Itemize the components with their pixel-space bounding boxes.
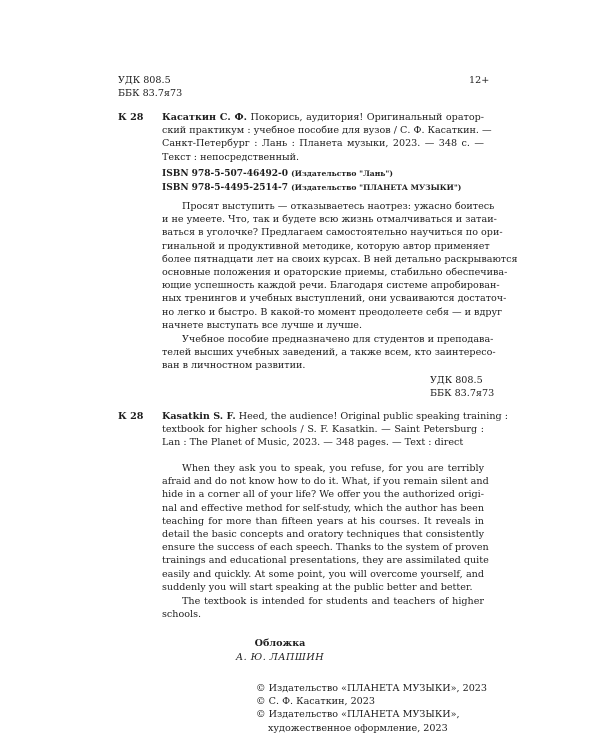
ru-abstract-line: ваться в уголочке? Предлагаем самостоятельно научиться по ори- [162, 227, 503, 239]
isbn-1-publisher: (Издательство "Лань") [291, 169, 393, 178]
copyright-block [256, 682, 496, 735]
en-entry-line: textbook for higher schools / S. F. Kasatkin. — Saint Petersburg : [162, 424, 484, 436]
ru-abstract-line: ющие успешность каждой речи. Благодаря системе апробирован- [162, 280, 500, 292]
isbn-2-publisher: (Издательство "ПЛАНЕТА МУЗЫКИ") [291, 183, 462, 192]
en-entry-author: Kasatkin S. F. [162, 411, 236, 422]
header-bbk: ББК 83.7я73 [118, 88, 183, 99]
en-entry-code: К 28 [118, 411, 144, 422]
cover-label: Обложка [254, 638, 306, 649]
en-abstract-line: teaching for more than fifteen years at his courses. It reveals in [162, 515, 484, 527]
en-abstract-line: hide in a corner all of your life? We offer you the authorized origi- [162, 489, 484, 501]
age-rating: 12+ [469, 75, 490, 86]
en-abstract-line: suddenly you will start speaking at the public better and better. [162, 581, 473, 593]
en-abstract-line: ensure the success of each speech. Thanks to the system of proven [162, 542, 489, 554]
ru-abstract-line: гинальной и продуктивной методике, которую автор применяет [162, 240, 490, 252]
en-abstract [162, 462, 489, 594]
ru-entry-line: Текст : непосредственный. [162, 151, 300, 163]
ru-abstract-line: основные положения и ораторские приемы, стабильно обеспечива- [162, 267, 508, 279]
isbn-2: ISBN 978-5-4495-2514-7 [162, 183, 289, 193]
ru-abstract-line: Просят выступить — отказываетесь наотрез: ужасно боитесь [182, 201, 495, 212]
ru-entry-author: Касаткин С. Ф. [162, 112, 247, 123]
en-purpose-line: schools. [162, 609, 202, 621]
en-entry-line: Lan : The Planet of Music, 2023. — 348 pages. — Text : direct [162, 437, 464, 449]
ru-entry-line: Санкт-Петербург : Лань : Планета музыки, 2023. — 348 с. — [162, 138, 484, 150]
en-abstract-line: afraid and do not know how to do it. What, if you remain silent and [162, 476, 489, 488]
ru-bbk: ББК 83.7я73 [430, 388, 495, 399]
isbn-1: ISBN 978-5-507-46492-0 [162, 169, 289, 179]
ru-abstract-line: но легко и быстро. В какой-то момент преодолеете себя — и вдруг [162, 306, 503, 318]
copyright-line: © Издательство «ПЛАНЕТА МУЗЫКИ», [256, 709, 460, 721]
en-abstract-line: detail the basic concepts and oratory techniques that consistently [162, 529, 484, 541]
ru-abstract-line: более пятнадцати лет на своих курсах. В ней детально раскрываются [162, 253, 518, 265]
ru-abstract-line: ных тренингов и учебных выступлений, они усваиваются достаточ- [162, 293, 507, 305]
copyright-line: © Издательство «ПЛАНЕТА МУЗЫКИ», 2023 [256, 683, 488, 694]
isbn-block [162, 167, 484, 195]
ru-purpose-line: ван в личностном развитии. [162, 360, 306, 372]
en-abstract-line: When they ask you to speak, you refuse, for you are terribly [182, 463, 484, 474]
ru-purpose [162, 333, 496, 373]
ru-purpose-line: телей высших учебных заведений, а также всем, кто заинтересо- [162, 347, 496, 359]
ru-purpose-line: Учебное пособие предназначено для студентов и преподава- [182, 334, 494, 345]
en-abstract-line: nal and effective method for self-study, which the author has been [162, 502, 484, 514]
en-abstract-line: trainings and educational presentations, they are assimilated quite [162, 555, 489, 567]
ru-abstract [162, 200, 518, 332]
cover-artist: А. Ю. ЛАПШИН [235, 652, 325, 663]
header-udc: УДК 808.5 [118, 75, 171, 86]
ru-abstract-line: и не умеете. Что, так и будете всю жизнь отмалчиваться и затаи- [162, 214, 497, 226]
ru-entry-line: Покорись, аудитория! Оригинальный оратор- [250, 112, 485, 123]
copyright-line: художественное оформление, 2023 [268, 722, 448, 734]
en-abstract-line: easily and quickly. At some point, you will overcome yourself, and [162, 568, 484, 580]
ru-udc: УДК 808.5 [430, 375, 483, 386]
en-purpose [162, 595, 484, 621]
en-entry-bibliography [162, 410, 508, 450]
ru-entry-line: ский практикум : учебное пособие для вузов / С. Ф. Касаткин. — [162, 125, 492, 137]
copyright-line: © С. Ф. Касаткин, 2023 [256, 696, 375, 708]
en-entry-line: Heed, the audience! Original public speaking training : [238, 411, 508, 422]
en-purpose-line: The textbook is intended for students and teachers of higher [182, 596, 484, 607]
ru-abstract-line: начнете выступать все лучше и лучше. [162, 319, 363, 331]
ru-entry-bibliography [162, 111, 492, 164]
ru-entry-code: К 28 [118, 112, 144, 123]
